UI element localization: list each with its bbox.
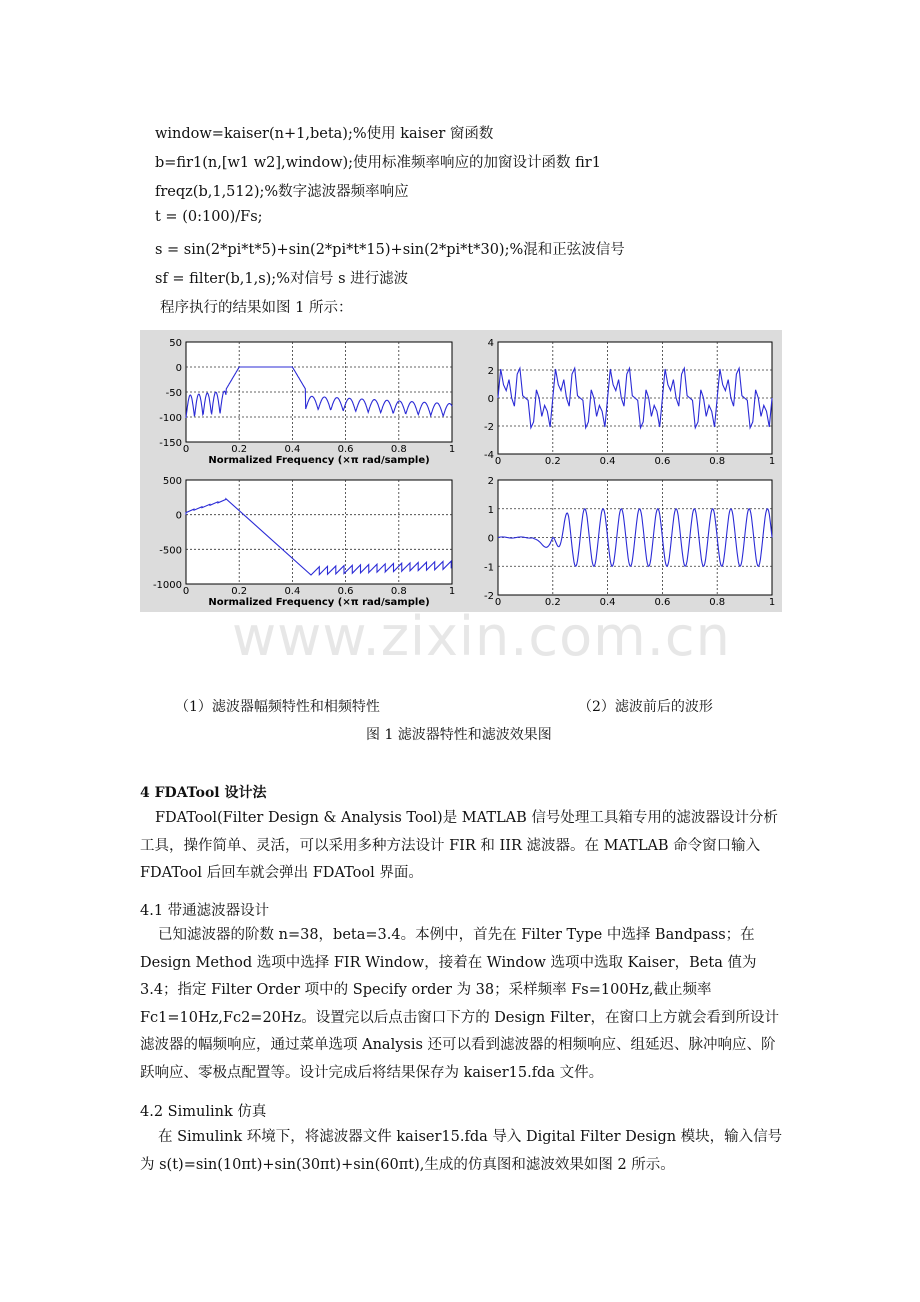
x-tick-label: 0.6: [654, 597, 671, 608]
code-line-4: t = (0:100)/Fs;: [155, 209, 263, 225]
x-tick-label: 1: [448, 444, 456, 455]
x-tick-label: 1: [768, 597, 776, 608]
x-tick-label: 0.2: [231, 444, 248, 455]
y-tick-label: -2: [484, 422, 494, 433]
subsection-2-title: 4.2 Simulink 仿真: [140, 1104, 267, 1120]
x-tick-label: 0: [494, 597, 502, 608]
section-intro: FDATool(Filter Design & Analysis Tool)是 MATLAB 信号处理工具箱专用的滤波器设计分析工具，操作简单、灵活，可以采用多种方法设计 FIR 和 IIR 滤波器。在 MATLAB 命令窗口输入 FDATool 后回车就会弹出 FDATool 界面。: [140, 810, 778, 882]
x-tick-label: 0.6: [654, 456, 671, 467]
y-tick-label: 0: [487, 533, 494, 545]
y-tick-label: 50: [169, 338, 182, 349]
x-tick-label: 0.4: [284, 586, 301, 597]
y-tick-label: -150: [159, 438, 182, 449]
y-tick-label: 0: [175, 510, 182, 522]
x-tick-label: 0: [182, 444, 190, 455]
x-tick-label: 0.4: [599, 597, 616, 608]
subsection-2-body: 在 Simulink 环境下，将滤波器文件 kaiser15.fda 导入 Digital Filter Design 模块，输入信号为 s(t)=sin(10πt)+sin(30πt)+sin(60πt),生成的仿真图和滤波效果如图 2 所示。: [140, 1129, 783, 1173]
subsection-1-title: 4.1 带通滤波器设计: [140, 903, 270, 919]
y-tick-label: -500: [159, 545, 182, 557]
caption-main: 图 1 滤波器特性和滤波效果图: [366, 727, 552, 743]
x-tick-label: 0.8: [390, 586, 407, 597]
x-tick-label: 0.4: [284, 444, 301, 455]
y-tick-label: 1: [487, 504, 494, 516]
y-tick-label: 4: [487, 338, 494, 349]
x-tick-label: 0.4: [599, 456, 616, 467]
x-tick-label: 0.6: [337, 444, 354, 455]
y-tick-label: 500: [162, 476, 182, 487]
y-tick-label: -2: [484, 591, 494, 602]
x-tick-label: 0: [494, 456, 502, 467]
watermark: www.zixin.com.cn: [232, 605, 731, 668]
code-line-5: s = sin(2*pi*t*5)+sin(2*pi*t*15)+sin(2*pi*t*30);%混和正弦波信号: [155, 242, 625, 258]
x-axis-label: Normalized Frequency (×π rad/sample): [208, 597, 430, 608]
x-tick-label: 0.2: [544, 597, 561, 608]
code-line-2: b=fir1(n,[w1 w2],window);使用标准频率响应的加窗设计函数 fir1: [155, 155, 601, 171]
figure-plots: [140, 330, 782, 612]
x-tick-label: 0.2: [231, 586, 248, 597]
x-tick-label: 0.8: [390, 444, 407, 455]
caption-left: （1）滤波器幅频特性和相频特性: [175, 699, 380, 715]
code-line-3: freqz(b,1,512);%数字滤波器频率响应: [155, 184, 409, 200]
y-tick-label: -1000: [152, 580, 182, 591]
section-title: 4 FDATool 设计法: [140, 785, 267, 801]
y-tick-label: 0: [175, 363, 182, 374]
intro-line: 程序执行的结果如图 1 所示：: [160, 300, 353, 316]
x-tick-label: 0.6: [337, 586, 354, 597]
y-tick-label: 2: [487, 476, 494, 487]
x-tick-label: 1: [448, 586, 456, 597]
x-tick-label: 0: [182, 586, 190, 597]
y-tick-label: -1: [484, 562, 494, 574]
figure-1: [140, 330, 782, 612]
x-tick-label: 1: [768, 456, 776, 467]
code-line-6: sf = filter(b,1,s);%对信号 s 进行滤波: [155, 271, 409, 287]
y-tick-label: -4: [484, 450, 494, 461]
x-tick-label: 0.8: [709, 456, 726, 467]
y-tick-label: -100: [159, 413, 182, 424]
y-tick-label: -50: [165, 388, 182, 399]
x-tick-label: 0.2: [544, 456, 561, 467]
y-tick-label: 2: [487, 366, 494, 377]
code-line-1: window=kaiser(n+1,beta);%使用 kaiser 窗函数: [155, 126, 494, 142]
x-tick-label: 0.8: [709, 597, 726, 608]
y-tick-label: 0: [487, 394, 494, 405]
x-axis-label: Normalized Frequency (×π rad/sample): [208, 455, 430, 466]
subsection-1-body: 已知滤波器的阶数 n=38，beta=3.4。本例中，首先在 Filter Type 中选择 Bandpass；在 Design Method 选项中选择 FIR Window，接着在 Window 选项中选取 Kaiser，Beta 值为 3.4；指定 Filter Order 项中的 Specify order 为 38；采样频率 Fs=100Hz,截止频率 Fc1=10Hz,Fc2=20Hz。设置完以后点击窗口下方的 Design Filter，在窗口上方就会看到所设计滤波器的幅频响应，通过菜单选项 Analysis 还可以看到滤波器的相频响应、组延迟、脉冲响应、阶跃响应、零极点配置等。设计完成后将结果保存为 kaiser15.fda 文件。: [140, 927, 779, 1081]
caption-right: （2）滤波前后的波形: [578, 699, 713, 715]
